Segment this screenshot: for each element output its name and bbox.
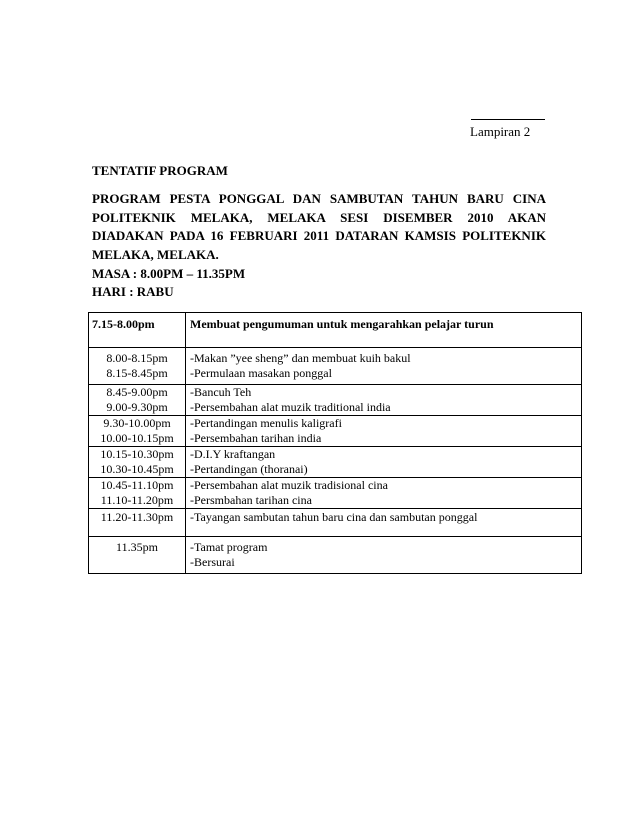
activity-cell [186, 478, 582, 509]
table-row [89, 537, 582, 574]
activity-text: -Permulaan masakan ponggal [190, 366, 332, 380]
program-time: MASA : 8.00PM – 11.35PM [92, 266, 246, 281]
activity-cell [186, 416, 582, 447]
activity-cell [186, 537, 582, 574]
time-text: 8.45-9.00pm [106, 385, 168, 399]
time-text: 9.00-9.30pm [106, 400, 168, 414]
activity-cell [186, 509, 582, 537]
time-cell [89, 447, 186, 478]
activity-text: -Persembahan alat muzik traditional india [190, 400, 391, 414]
program-day: HARI : RABU [92, 284, 174, 299]
activity-text: -Tayangan sambutan tahun baru cina dan sambutan ponggal [190, 510, 478, 524]
time-text: 10.45-11.10pm [100, 478, 174, 492]
activity-text: -Pertandingan (thoranai) [190, 462, 308, 476]
table-row [89, 416, 582, 447]
activity-text: -Bancuh Teh [190, 385, 252, 399]
time-text: 9.30-10.00pm [103, 416, 171, 430]
activity-text: -D.I.Y kraftangan [190, 447, 276, 461]
activity-text: -Persembahan alat muzik tradisional cina [190, 478, 388, 492]
table-row [89, 447, 582, 478]
time-text: 10.30-10.45pm [100, 462, 174, 476]
time-cell [89, 478, 186, 509]
activity-cell [186, 313, 582, 348]
activity-cell [186, 385, 582, 416]
table-row [89, 348, 582, 385]
activity-text: -Makan ”yee sheng” dan membuat kuih bakul [190, 351, 411, 365]
activity-text: -Tamat program [190, 540, 268, 554]
activity-cell [186, 447, 582, 478]
time-cell [89, 313, 186, 348]
time-cell [89, 509, 186, 537]
time-text: 11.20-11.30pm [100, 510, 174, 524]
signature-line [471, 119, 545, 120]
table-row [89, 313, 582, 348]
activity-text: -Persembahan tarihan india [190, 431, 322, 445]
activity-text: Membuat pengumuman untuk mengarahkan pelajar turun [190, 317, 494, 331]
time-text: 11.35pm [116, 540, 158, 554]
schedule-table [88, 312, 582, 574]
time-text: 8.15-8.45pm [106, 366, 168, 380]
time-cell [89, 537, 186, 574]
activity-text: -Persmbahan tarihan cina [190, 493, 312, 507]
time-cell [89, 416, 186, 447]
activity-text: -Pertandingan menulis kaligrafi [190, 416, 342, 430]
time-text: 11.10-11.20pm [100, 493, 174, 507]
time-text: 7.15-8.00pm [92, 317, 155, 331]
appendix-label: Lampiran 2 [470, 124, 531, 139]
table-row [89, 509, 582, 537]
program-description: PROGRAM PESTA PONGGAL DAN SAMBUTAN TAHUN BARU CINA POLITEKNIK MELAKA, MELAKA SESI DISEMBER 2010 AKAN DIADAKAN PADA 16 FEBRUARI 2011 DATARAN KAMSIS POLITEKNIK MELAKA, MELAKA. [92, 191, 546, 262]
activity-cell [186, 348, 582, 385]
document-heading: TENTATIF PROGRAM [92, 163, 228, 178]
table-row [89, 478, 582, 509]
time-cell [89, 348, 186, 385]
time-text: 10.00-10.15pm [100, 431, 174, 445]
time-text: 10.15-10.30pm [100, 447, 174, 461]
time-text: 8.00-8.15pm [106, 351, 168, 365]
activity-text: -Bersurai [190, 555, 235, 569]
time-cell [89, 385, 186, 416]
table-row [89, 385, 582, 416]
